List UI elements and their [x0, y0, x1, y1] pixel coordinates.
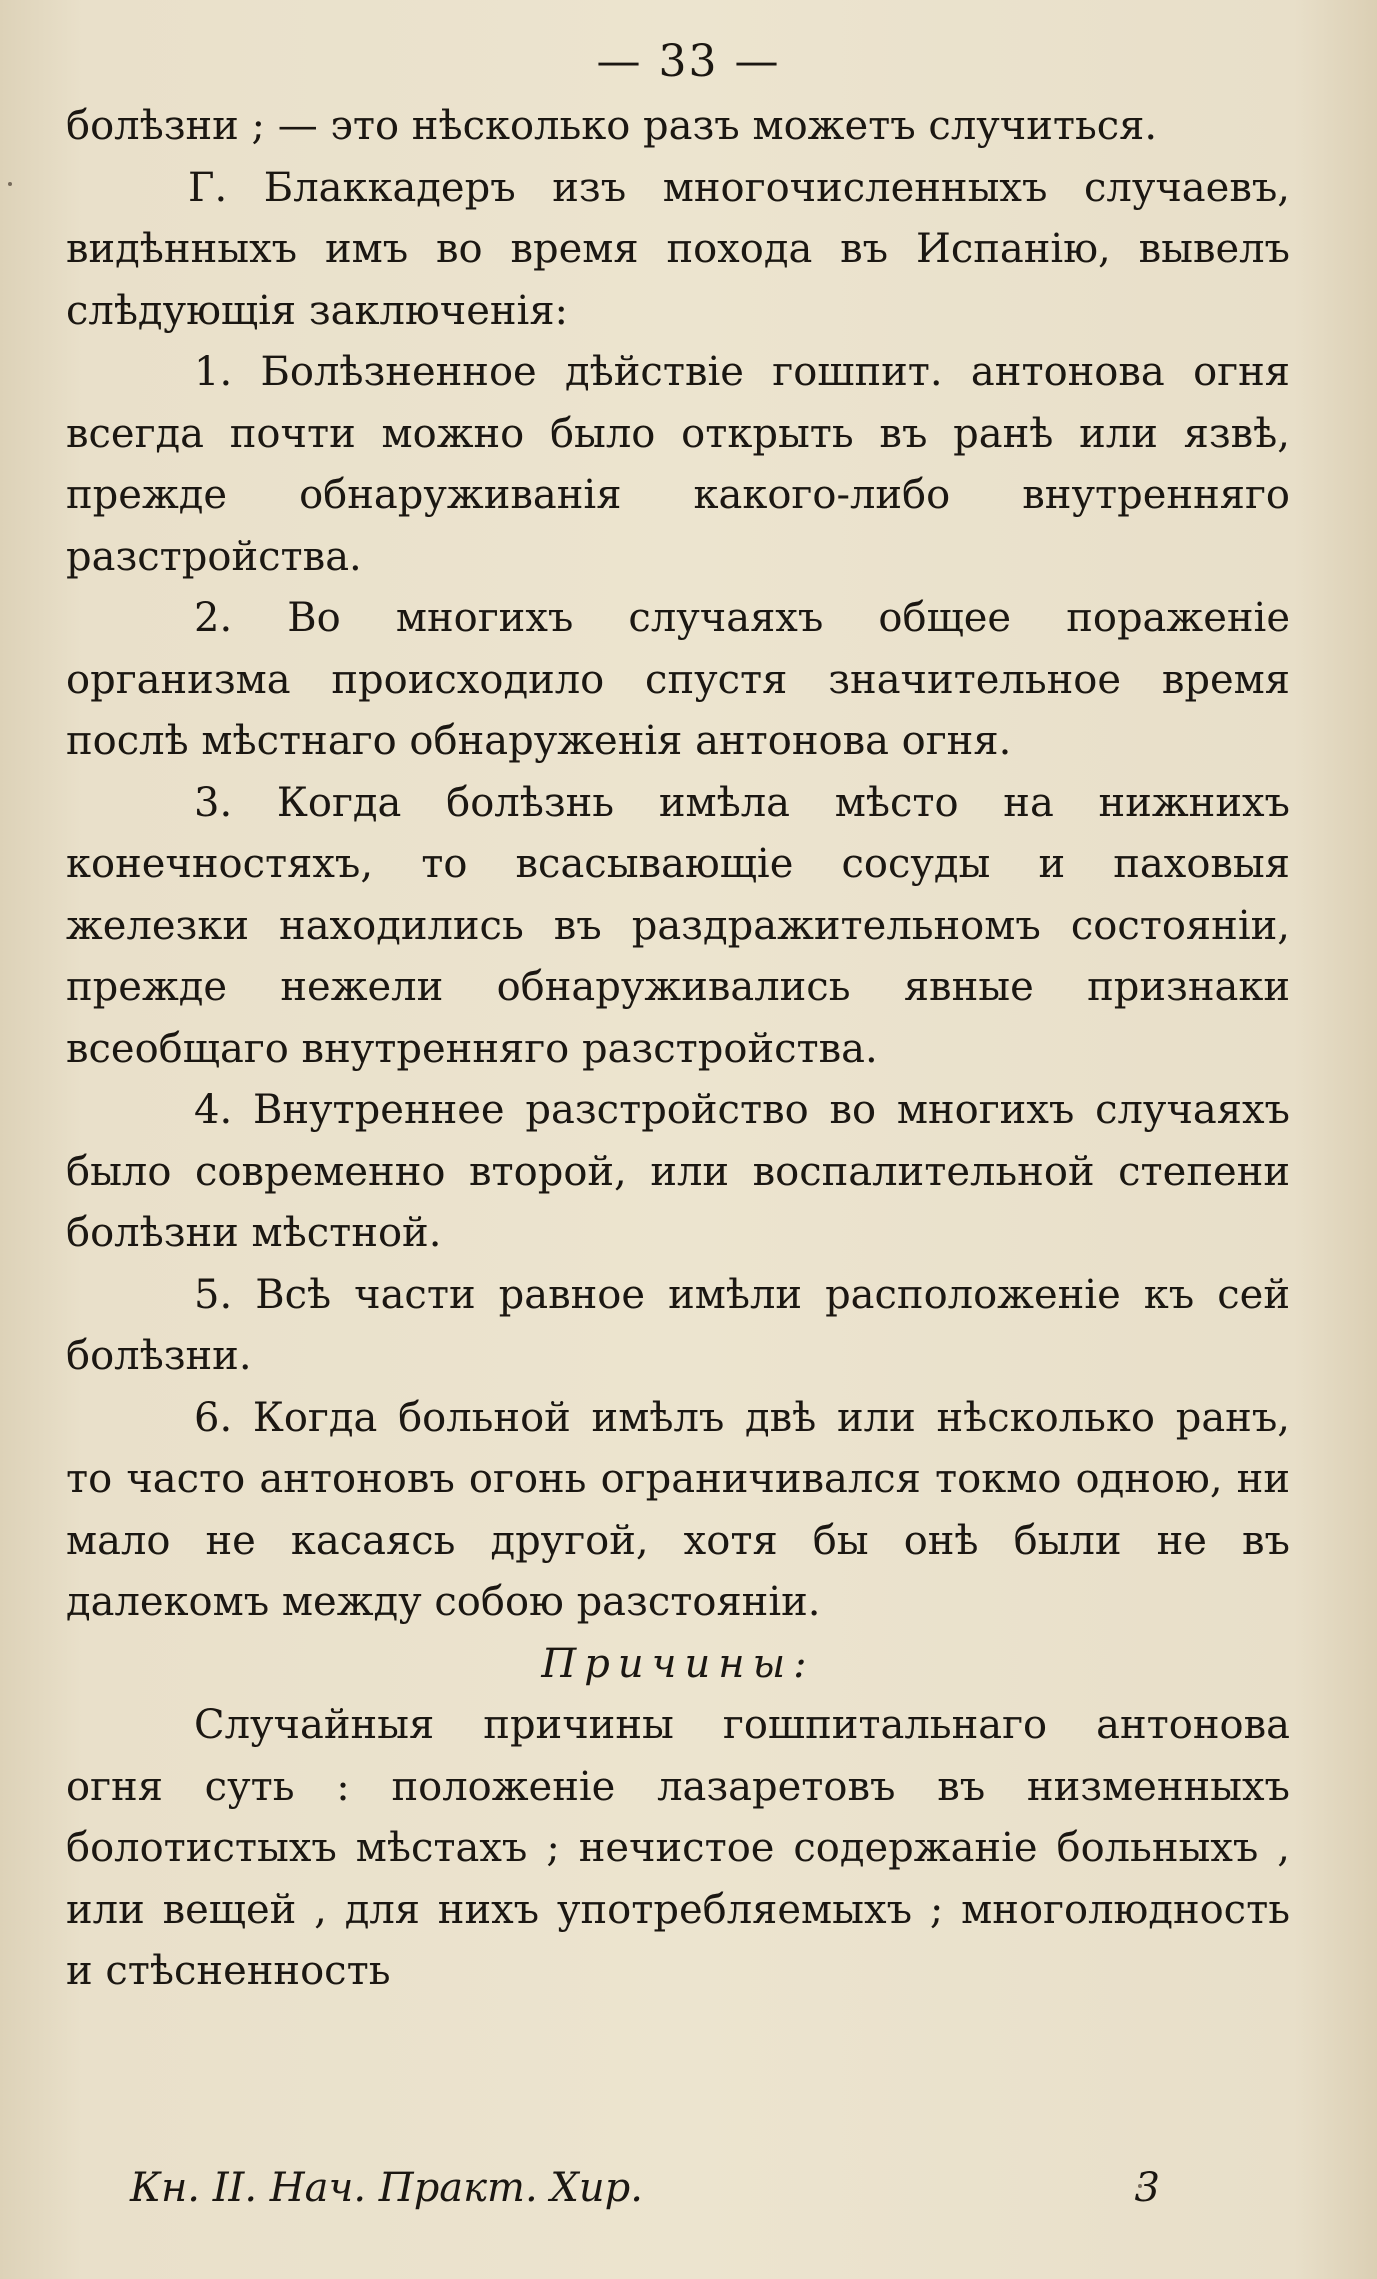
page-footer [130, 2165, 1160, 2211]
page-body [66, 96, 1290, 2003]
paragraph-conclusion-4: 4. Внутреннее разстройство во многихъ случаяхъ было современно второй, или воспалительной степени болѣзни мѣстной. [66, 1087, 1290, 1256]
signature-mark: Кн. II. Нач. Практ. Хир. [130, 2165, 643, 2211]
paragraph-conclusion-2: 2. Во многихъ случаяхъ общее пораженіе организма происходило спустя значительное время послѣ мѣстнаго обнаруженія антонова огня. [66, 595, 1290, 764]
paragraph-causes: Случайныя причины гошпитальнаго антонова огня суть : положеніе лазаретовъ въ низменныхъ болотистыхъ мѣстахъ ; нечистое содержаніе больныхъ , или вещей , для нихъ употребляемыхъ ; многолюдность и стѣсненность [66, 1702, 1290, 1994]
section-heading: Причины: [541, 1640, 815, 1687]
ink-speck [8, 182, 12, 186]
paragraph-continuation: болѣзни ; — это нѣсколько разъ можетъ случиться. [66, 103, 1158, 149]
page-number: — 33 — [596, 36, 781, 87]
paragraph-conclusion-6: 6. Когда больной имѣлъ двѣ или нѣсколько ранъ, то часто антоновъ огонь ограничивался токмо одною, ни мало не касаясь другой, хотя бы онѣ были не въ далекомъ между собою разстояніи. [66, 1394, 1290, 1625]
paragraph-conclusion-1: 1. Болѣзненное дѣйствіе гошпит. антонова огня всегда почти можно было открыть въ ранѣ или язвѣ, прежде обнаруживанія какого-либо внутренняго разстройства. [66, 349, 1290, 580]
sheet-number: 3 [1134, 2165, 1160, 2211]
paragraph-conclusion-3: 3. Когда болѣзнь имѣла мѣсто на нижнихъ конечностяхъ, то всасывающіе сосуды и паховыя железки находились въ раздражительномъ состояніи, прежде нежели обнаруживались явные признаки всеобщаго внутренняго разстройства. [66, 779, 1290, 1072]
paragraph-blackader: Г. Блаккадеръ изъ многочисленныхъ случаевъ, видѣнныхъ имъ во время похода въ Испанію, вывелъ слѣдующія заключенія: [66, 164, 1290, 334]
paragraph-conclusion-5: 5. Всѣ части равное имѣли расположеніе къ сей болѣзни. [66, 1271, 1290, 1379]
